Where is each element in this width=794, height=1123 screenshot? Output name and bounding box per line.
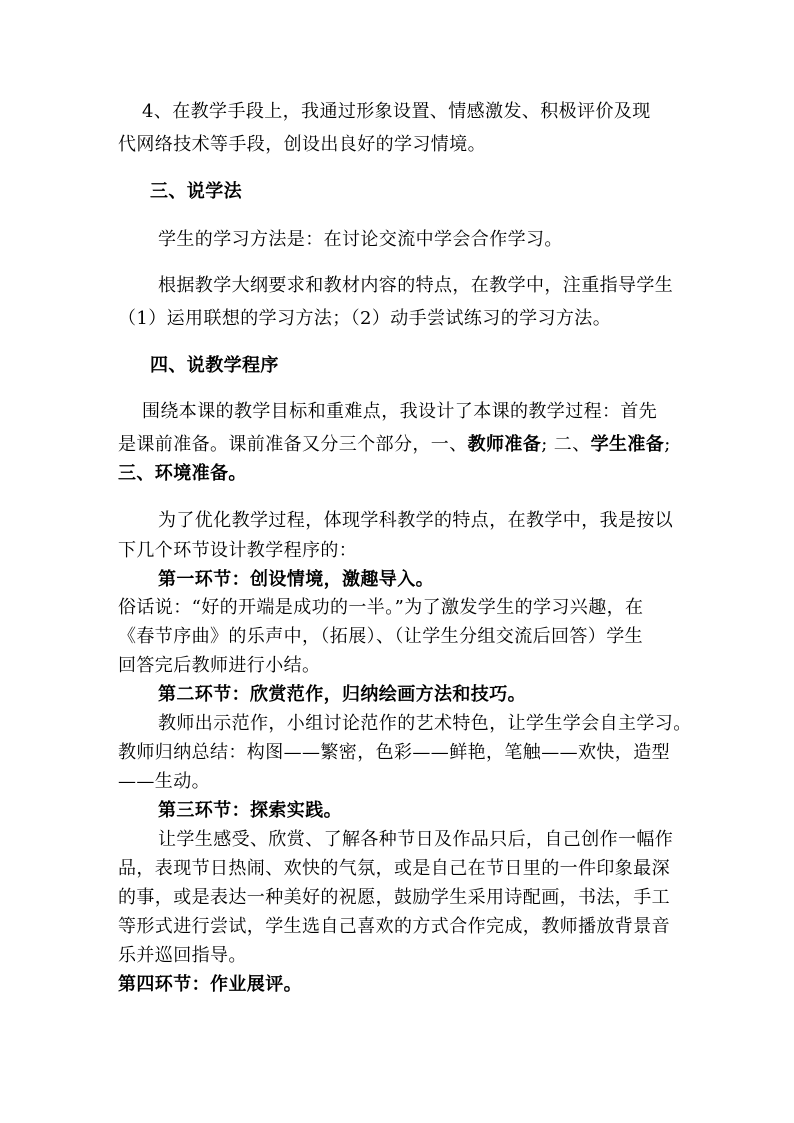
student-preparation-label: 学生准备	[590, 434, 665, 455]
paragraph-learning-method: 学生的学习方法是：在讨论交流中学会合作学习。	[158, 229, 563, 250]
section-heading-teaching-procedure: 四、说教学程序	[150, 355, 279, 376]
separator-text: ; 二、	[541, 434, 591, 455]
paragraph-preparation-line-2	[118, 431, 678, 459]
step-1-text-line-2: 《春节序曲》的乐声中，（拓展）、（让学生分组交流后回答）学生	[118, 626, 643, 647]
line-end-text: ;	[664, 434, 671, 455]
step-3-text-line-4: 等形式进行尝试，学生选自己喜欢的方式合作完成，教师播放背景音	[118, 916, 670, 937]
section-heading-learning-method: 三、说学法	[150, 181, 242, 202]
paragraph-guidance-line-2: （1）运用联想的学习方法；（2）动手尝试练习的学习方法。	[118, 308, 612, 329]
paragraph-guidance-line-1: 根据教学大纲要求和教材内容的特点，在教学中，注重指导学生	[158, 275, 674, 296]
step-1-title: 第一环节：创设情境，激趣导入。	[158, 569, 434, 590]
environment-preparation-label: 三、环境准备。	[118, 463, 247, 484]
step-2-title: 第二环节：欣赏范作，归纳绘画方法和技巧。	[158, 684, 526, 705]
preparation-text: 是课前准备。课前准备又分三个部分，一、	[118, 434, 468, 455]
paragraph-preparation-line-1: 围绕本课的教学目标和重难点，我设计了本课的教学过程：首先	[142, 401, 658, 422]
paragraph-optimize-line-1: 为了优化教学过程，体现学科教学的特点，在教学中，我是按以	[158, 510, 674, 531]
teacher-preparation-label: 教师准备	[467, 434, 542, 455]
paragraph-teaching-means-line-2: 代网络技术等手段，创设出良好的学习情境。	[118, 134, 486, 155]
step-3-text-line-2: 品，表现节日热闹、欢快的气氛，或是自己在节日里的一件印象最深	[118, 858, 670, 879]
step-1-text-line-1: 俗话说：“好的开端是成功的一半。”为了激发学生的学习兴趣，在	[118, 597, 644, 618]
paragraph-optimize-line-2: 下几个环节设计教学程序的：	[118, 540, 358, 561]
step-3-text-line-5: 乐并巡回指导。	[118, 945, 247, 966]
step-3-text-line-1: 让学生感受、欣赏、了解各种节日及作品只后，自己创作一幅作	[158, 829, 674, 850]
step-1-text-line-3: 回答完后教师进行小结。	[118, 655, 321, 676]
step-2-text-line-2: 教师归纳总结：构图——繁密，色彩——鲜艳，笔触——欢快，造型	[118, 742, 670, 763]
step-2-text-line-3: ——生动。	[118, 771, 210, 792]
step-3-title: 第三环节：探索实践。	[158, 800, 342, 821]
step-2-text-line-1: 教师出示范作，小组讨论范作的艺术特色，让学生学会自主学习。	[158, 713, 692, 734]
step-4-title: 第四环节：作业展评。	[118, 974, 302, 995]
step-3-text-line-3: 的事，或是表达一种美好的祝愿，鼓励学生采用诗配画，书法，手工	[118, 887, 670, 908]
paragraph-teaching-means-line-1: 4、在教学手段上，我通过形象设置、情感激发、积极评价及现	[142, 101, 651, 122]
